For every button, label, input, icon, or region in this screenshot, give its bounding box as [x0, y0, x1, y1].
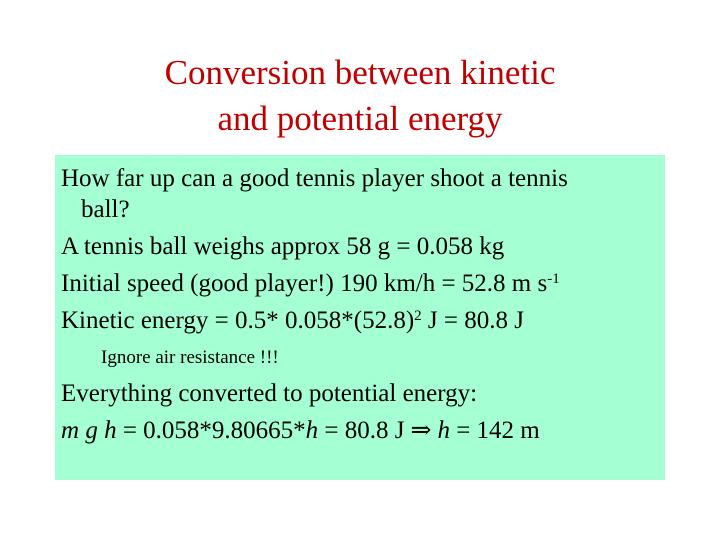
title-line-1: Conversion between kinetic: [164, 53, 556, 92]
kinetic-energy-line: [61, 305, 665, 336]
air-resistance-note: Ignore air resistance !!!: [101, 347, 279, 368]
initial-speed-text: Initial speed (good player!) 190 km/h = 52.8 m s: [61, 270, 548, 297]
eq-substitution: = 0.058*9.80665*: [116, 417, 306, 444]
implies-arrow-icon: ⇒: [410, 417, 432, 444]
eq-gravity-symbol: g: [79, 417, 105, 444]
eq-height-symbol-3: h: [437, 417, 450, 444]
kinetic-energy-exponent: 2: [414, 308, 422, 324]
title-line-2: and potential energy: [217, 99, 503, 138]
speed-exponent: -1: [547, 271, 560, 287]
content-panel: [55, 155, 665, 480]
converted-line: Everything converted to potential energy:: [61, 380, 478, 407]
slide-title: [0, 50, 720, 142]
question-line-1: How far up can a good tennis player shoot a tennis: [61, 165, 568, 192]
eq-height-symbol: h: [104, 417, 117, 444]
initial-speed-line: [61, 268, 665, 299]
kinetic-energy-text: Kinetic energy = 0.5* 0.058*(52.8): [61, 307, 415, 334]
ball-weight-line: A tennis ball weighs approx 58 g = 0.058 kg: [61, 233, 505, 260]
question-line-2: ball?: [81, 196, 130, 223]
eq-height-symbol-2: h: [305, 417, 319, 444]
kinetic-energy-result: J = 80.8 J: [421, 307, 524, 334]
potential-energy-equation: [61, 415, 665, 446]
eq-height-result: = 142 m: [449, 417, 540, 444]
eq-mass-symbol: m: [61, 417, 80, 444]
eq-energy-value: = 80.8 J: [318, 417, 405, 444]
